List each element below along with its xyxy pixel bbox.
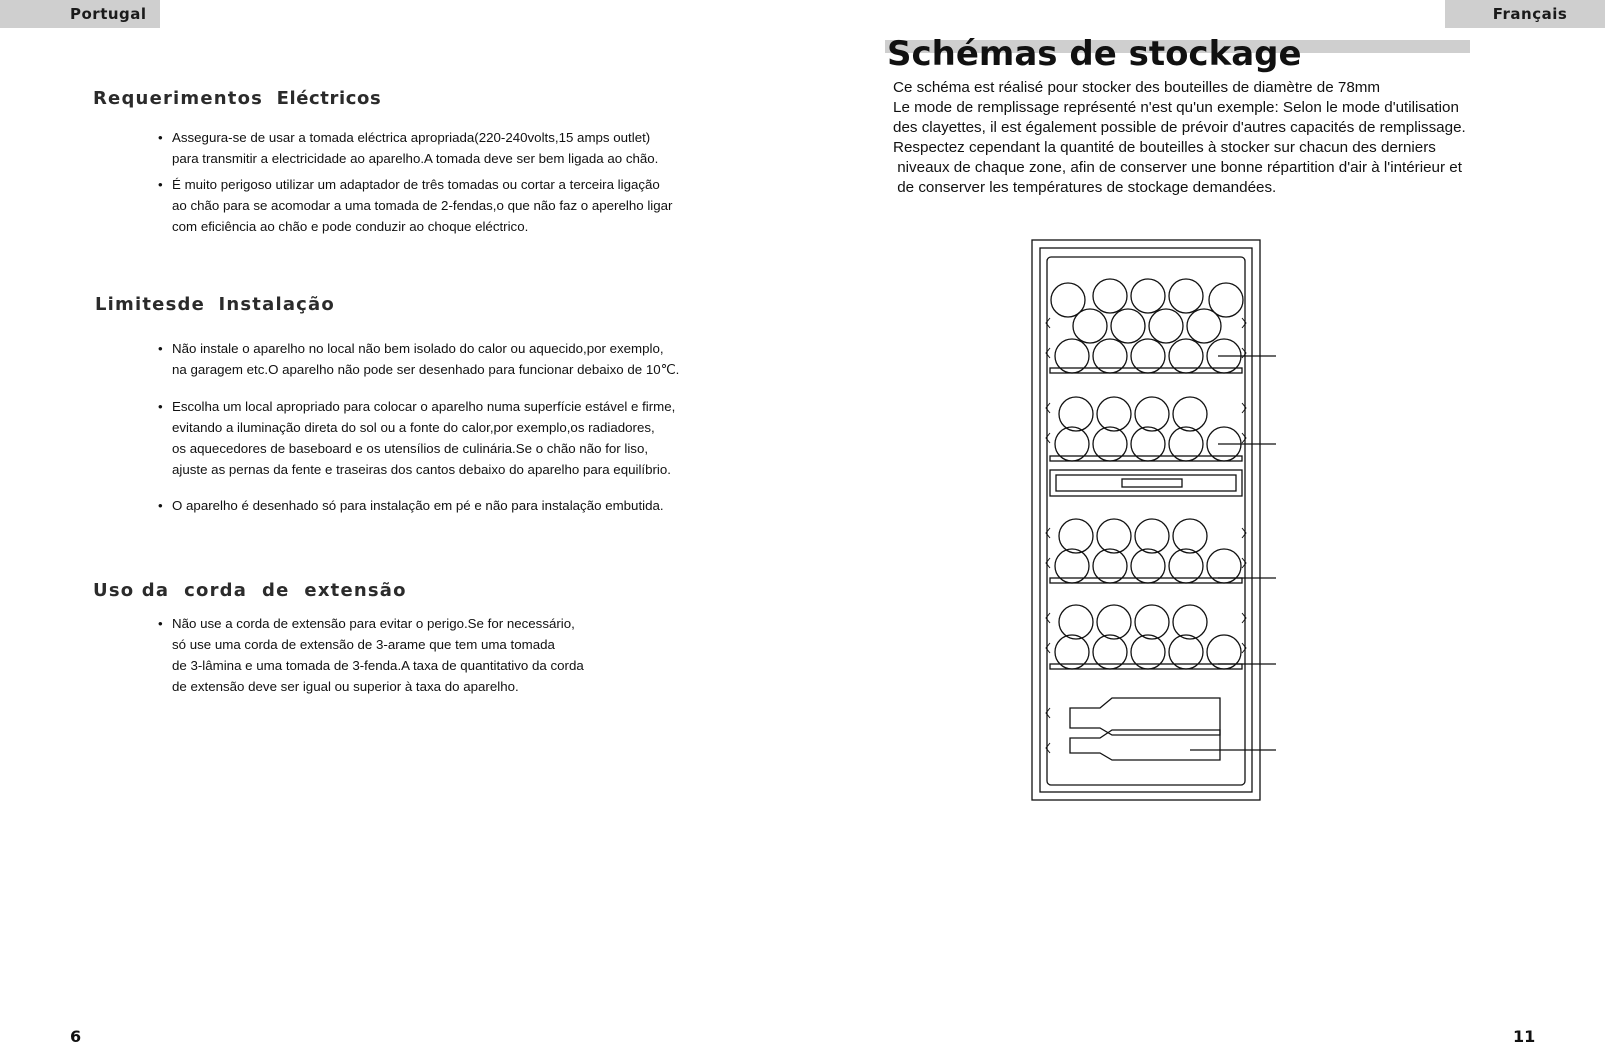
- shelf-2: [1050, 397, 1242, 461]
- header-tab-francais: Français: [1445, 0, 1605, 28]
- electrical-bullet-list: [158, 127, 672, 237]
- heading-electrical-requirements: [93, 88, 381, 109]
- shelf-1: [1050, 279, 1243, 373]
- wine-storage-diagram: [1030, 238, 1290, 803]
- page-title: Schémas de stockage: [887, 34, 1302, 74]
- side-rail-marks: [1046, 318, 1246, 753]
- header-tab-portugal: Portugal: [0, 0, 160, 28]
- list-item: • Assegura-se de usar a tomada eléctrica apropriada(220-240volts,15 amps outlet) para transmitir a electricidade ao aparelho.A tomada deve ser bem ligada ao chão.: [158, 127, 672, 169]
- control-panel: [1050, 470, 1242, 496]
- shelf-3: [1050, 519, 1242, 583]
- list-item: • Não instale o aparelho no local não bem isolado do calor ou aquecido,por exemplo, na garagem etc.O aparelho não pode ser desenhado para funcionar debaixo de 10℃.: [158, 338, 679, 380]
- fr-paragraph-line: des clayettes, il est également possible de prévoir d'autres capacités de remplissage.: [893, 119, 1466, 136]
- heading-installation-limits: [95, 294, 335, 315]
- installation-bullet-list: [158, 338, 679, 516]
- fr-paragraph-line: Le mode de remplissage représenté n'est qu'un exemple: Selon le mode d'utilisation: [893, 99, 1459, 116]
- list-item: • Escolha um local apropriado para colocar o aparelho numa superfície estável e firme, evitando a iluminação direta do sol ou a fonte do calor,por exemplo,os radiadores, os aquecedores de baseboard e os utensílios de culinária.Se o chão não for liso, ajuste as pernas da fente e traseiras dos cantos debaixo do aparelho para equilíbrio.: [158, 396, 679, 480]
- heading-installation-part2: Instalação: [218, 294, 335, 315]
- extension-bullet-list: [158, 613, 584, 697]
- list-item: • O aparelho é desenhado só para instalação em pé e não para instalação embutida.: [158, 495, 679, 516]
- fr-paragraph-line: niveaux de chaque zone, afin de conserver une bonne répartition d'air à l'intérieur et: [893, 159, 1462, 176]
- callout-lines: [1190, 356, 1276, 750]
- list-item: • É muito perigoso utilizar um adaptador de três tomadas ou cortar a terceira ligação ao chão para se acomodar a uma tomada de 2-fendas,o que não faz o aperelho ligar com eficiência ao chão e pode conduzir ao choque eléctrico.: [158, 174, 672, 237]
- page-number-right: 11: [1513, 1027, 1536, 1046]
- fr-paragraph-line: Ce schéma est réalisé pour stocker des bouteilles de diamètre de 78mm: [893, 79, 1381, 96]
- heading-electrical-part1: Requerimentos: [93, 88, 264, 109]
- fr-paragraph-line: de conserver les températures de stockage demandées.: [893, 179, 1277, 196]
- bottom-compartment-bottles: [1070, 698, 1220, 760]
- heading-extension-cord: Uso da corda de extensão: [93, 580, 407, 601]
- heading-installation-part1: Limitesde: [95, 294, 205, 315]
- fr-paragraph-line: Respectez cependant la quantité de bouteilles à stocker sur chacun des derniers: [893, 139, 1436, 156]
- heading-electrical-part2: Eléctricos: [276, 88, 382, 109]
- page-number-left: 6: [70, 1027, 82, 1046]
- list-item: • Não use a corda de extensão para evitar o perigo.Se for necessário, só use uma corda de extensão de 3-arame que tem uma tomada de 3-lâmina e uma tomada de 3-fenda.A taxa de quantitativo da corda de extensão deve ser igual ou superior à taxa do aparelho.: [158, 613, 584, 697]
- shelf-4: [1050, 605, 1242, 669]
